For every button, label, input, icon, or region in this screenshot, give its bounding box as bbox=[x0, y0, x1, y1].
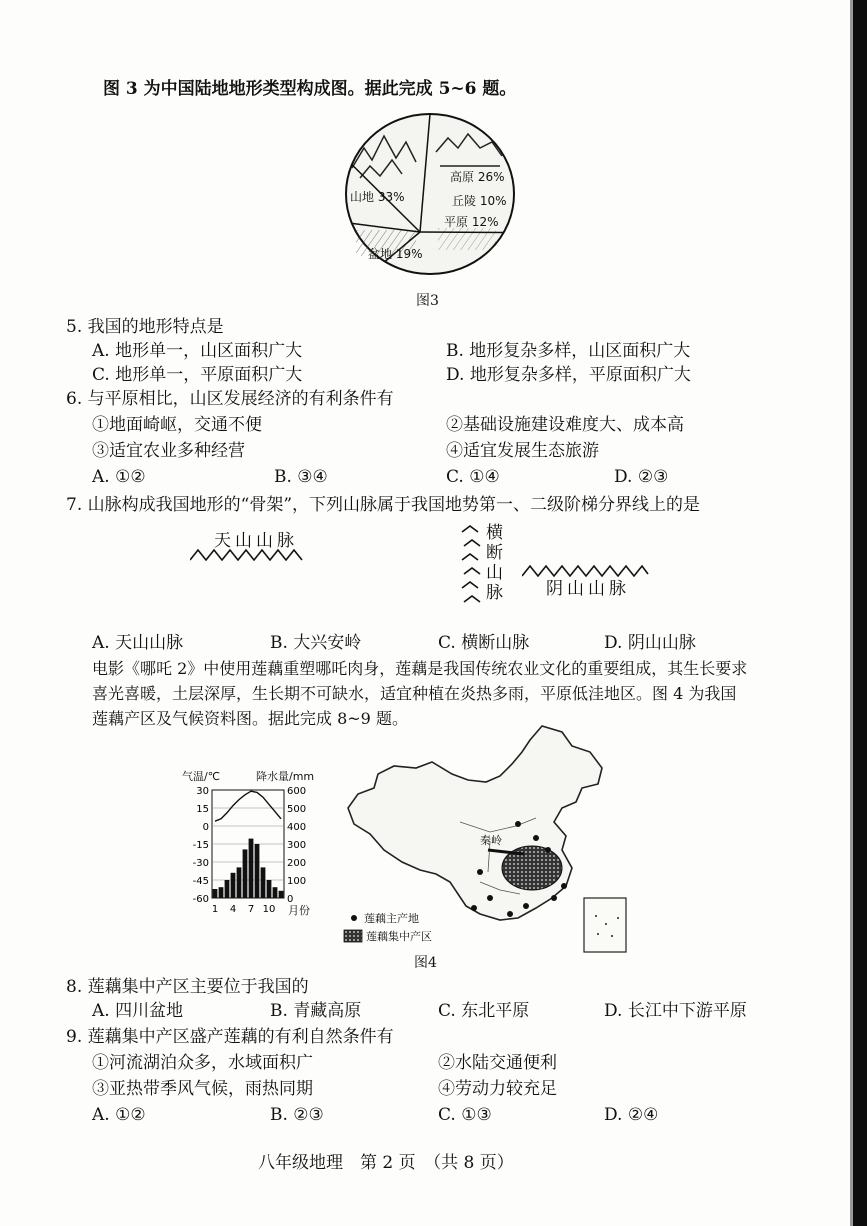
q6-statement-3: ③适宜农业多种经营 bbox=[92, 441, 245, 461]
q8-option-a: A. 四川盆地 bbox=[92, 1001, 184, 1021]
precipitation-bar-month-2 bbox=[219, 887, 224, 898]
climate-left-tick: 15 bbox=[196, 804, 209, 815]
climate-left-tick: -30 bbox=[192, 858, 209, 869]
temperature-line bbox=[215, 791, 281, 821]
precipitation-bar-month-4 bbox=[231, 873, 236, 898]
climate-left-tick: -15 bbox=[192, 840, 209, 851]
climate-right-tick: 300 bbox=[287, 840, 307, 851]
figure-4-climate-chart bbox=[180, 768, 330, 918]
q8-option-d: D. 长江中下游平原 bbox=[604, 1001, 747, 1021]
q7-stem: 7. 山脉构成我国地形的“骨架”，下列山脉属于我国地势第一、二级阶梯分界线上的是 bbox=[66, 495, 701, 515]
q8-option-c: C. 东北平原 bbox=[438, 1001, 530, 1021]
intro-q5-6: 图 3 为中国陆地地形类型构成图。据此完成 5~6 题。 bbox=[103, 79, 517, 99]
precipitation-bar-month-3 bbox=[225, 880, 230, 898]
q5-option-d: D. 地形复杂多样，平原面积广大 bbox=[446, 365, 691, 385]
hengduan-char-4: 脉 bbox=[486, 583, 503, 603]
climate-x-tick: 7 bbox=[247, 904, 255, 915]
legend-point-label: 莲藕主产地 bbox=[364, 912, 419, 925]
climate-x-tick: 1 bbox=[211, 904, 219, 915]
plain-hatch bbox=[438, 228, 496, 250]
page-footer: 八年级地理 第 2 页 （共 8 页） bbox=[258, 1153, 514, 1173]
legend-area-symbol bbox=[344, 930, 362, 942]
q6-statement-1: ①地面崎岖，交通不便 bbox=[92, 415, 262, 435]
climate-right-tick: 100 bbox=[287, 876, 307, 887]
q6-option-d: D. ②③ bbox=[614, 467, 669, 487]
q7-option-b: B. 大兴安岭 bbox=[270, 633, 362, 653]
intro-q8-9: 电影《哪吒 2》中使用莲藕重塑哪吒肉身，莲藕是我国传统农业文化的重要组成，其生长要求喜光喜暖，土层深厚，生长期不可缺水，适宜种植在炎热多雨，平原低洼地区。图 4 为我国莲藕产区及气候资料图。据此完成 8~9 题。 bbox=[92, 659, 748, 728]
figure-4-china-map bbox=[340, 722, 640, 954]
q6-option-b: B. ③④ bbox=[274, 467, 328, 487]
q9-stem: 9. 莲藕集中产区盛产莲藕的有利自然条件有 bbox=[66, 1027, 394, 1047]
figure-3-caption: 图3 bbox=[416, 293, 439, 309]
legend-area-label: 莲藕集中产区 bbox=[366, 930, 432, 943]
precipitation-bar-month-8 bbox=[255, 844, 260, 898]
climate-right-tick: 0 bbox=[287, 894, 294, 905]
q6-stem: 6. 与平原相比，山区发展经济的有利条件有 bbox=[66, 389, 394, 409]
precipitation-bar-month-10 bbox=[267, 880, 272, 898]
precipitation-bar-month-12 bbox=[279, 891, 284, 898]
pie-label-pingyuan: 平原 12% bbox=[444, 215, 499, 229]
q6-statement-4: ④适宜发展生态旅游 bbox=[446, 441, 599, 461]
climate-right-tick: 600 bbox=[287, 786, 307, 797]
q9-option-d: D. ②④ bbox=[604, 1105, 659, 1125]
pie-label-gaoyuan: 高原 26% bbox=[450, 170, 505, 184]
climate-left-tick: -45 bbox=[192, 876, 209, 887]
climate-left-tick: 0 bbox=[202, 822, 209, 833]
scan-edge-gray bbox=[850, 0, 853, 1226]
q7-option-a: A. 天山山脉 bbox=[92, 633, 184, 653]
q8-stem: 8. 莲藕集中产区主要位于我国的 bbox=[66, 977, 309, 997]
climate-left-tick: 30 bbox=[196, 786, 209, 797]
south-china-sea-inset bbox=[584, 898, 626, 952]
q7-option-c: C. 横断山脉 bbox=[438, 633, 530, 653]
q6-option-a: A. ①② bbox=[92, 467, 146, 487]
hengduan-char-1: 横 bbox=[486, 523, 503, 543]
yinshan-mountain-icon bbox=[522, 562, 650, 578]
q8-option-b: B. 青藏高原 bbox=[270, 1001, 362, 1021]
tianshan-label: 天山山脉 bbox=[214, 531, 298, 551]
q6-statement-2: ②基础设施建设难度大、成本高 bbox=[446, 415, 684, 435]
precipitation-bar-month-7 bbox=[249, 839, 254, 898]
precipitation-bar-month-9 bbox=[261, 867, 266, 898]
climate-ylabel-right: 降水量/mm bbox=[256, 770, 315, 783]
q9-statement-4: ④劳动力较充足 bbox=[438, 1079, 557, 1099]
precipitation-bar-month-11 bbox=[273, 887, 278, 898]
climate-x-tick: 4 bbox=[229, 904, 237, 915]
qinling-label: 秦岭 bbox=[480, 834, 502, 847]
hengduan-mountain-icon bbox=[458, 524, 484, 614]
scan-edge bbox=[853, 0, 867, 1226]
legend-point-symbol bbox=[351, 915, 357, 921]
hengduan-char-3: 山 bbox=[486, 563, 503, 583]
climate-right-tick: 400 bbox=[287, 822, 307, 833]
q9-option-b: B. ②③ bbox=[270, 1105, 324, 1125]
q5-option-a: A. 地形单一，山区面积广大 bbox=[92, 341, 303, 361]
tianshan-mountain-icon bbox=[190, 546, 308, 562]
pie-label-shandi: 山地 33% bbox=[350, 190, 405, 204]
figure-4-caption: 图4 bbox=[414, 955, 437, 971]
yinshan-label: 阴山山脉 bbox=[546, 579, 630, 599]
q7-option-d: D. 阴山山脉 bbox=[604, 633, 696, 653]
china-outline bbox=[348, 726, 602, 920]
climate-right-tick: 200 bbox=[287, 858, 307, 869]
climate-x-tick: 10 bbox=[262, 904, 276, 915]
precipitation-bar-month-1 bbox=[213, 889, 218, 898]
q5-stem: 5. 我国的地形特点是 bbox=[66, 317, 224, 337]
pie-slice-divider-2 bbox=[420, 232, 504, 233]
precipitation-bar-month-5 bbox=[237, 867, 242, 898]
figure-3-pie-chart bbox=[340, 108, 520, 280]
q9-option-c: C. ①③ bbox=[438, 1105, 492, 1125]
q6-option-c: C. ①④ bbox=[446, 467, 500, 487]
pie-label-pendi: 盆地 19% bbox=[368, 247, 423, 261]
q5-option-c: C. 地形单一，平原面积广大 bbox=[92, 365, 303, 385]
q9-statement-1: ①河流湖泊众多，水域面积广 bbox=[92, 1053, 313, 1073]
q5-option-b: B. 地形复杂多样，山区面积广大 bbox=[446, 341, 691, 361]
q9-option-a: A. ①② bbox=[92, 1105, 146, 1125]
pie-label-qiuling: 丘陵 10% bbox=[452, 194, 507, 208]
climate-ylabel-left: 气温/℃ bbox=[182, 770, 221, 783]
q9-statement-2: ②水陆交通便利 bbox=[438, 1053, 557, 1073]
hengduan-char-2: 断 bbox=[486, 543, 503, 563]
climate-right-tick: 500 bbox=[287, 804, 307, 815]
precipitation-bar-month-6 bbox=[243, 849, 248, 898]
q9-statement-3: ③亚热带季风气候，雨热同期 bbox=[92, 1079, 313, 1099]
climate-left-tick: -60 bbox=[192, 894, 209, 905]
climate-xlabel: 月份 bbox=[288, 904, 310, 917]
